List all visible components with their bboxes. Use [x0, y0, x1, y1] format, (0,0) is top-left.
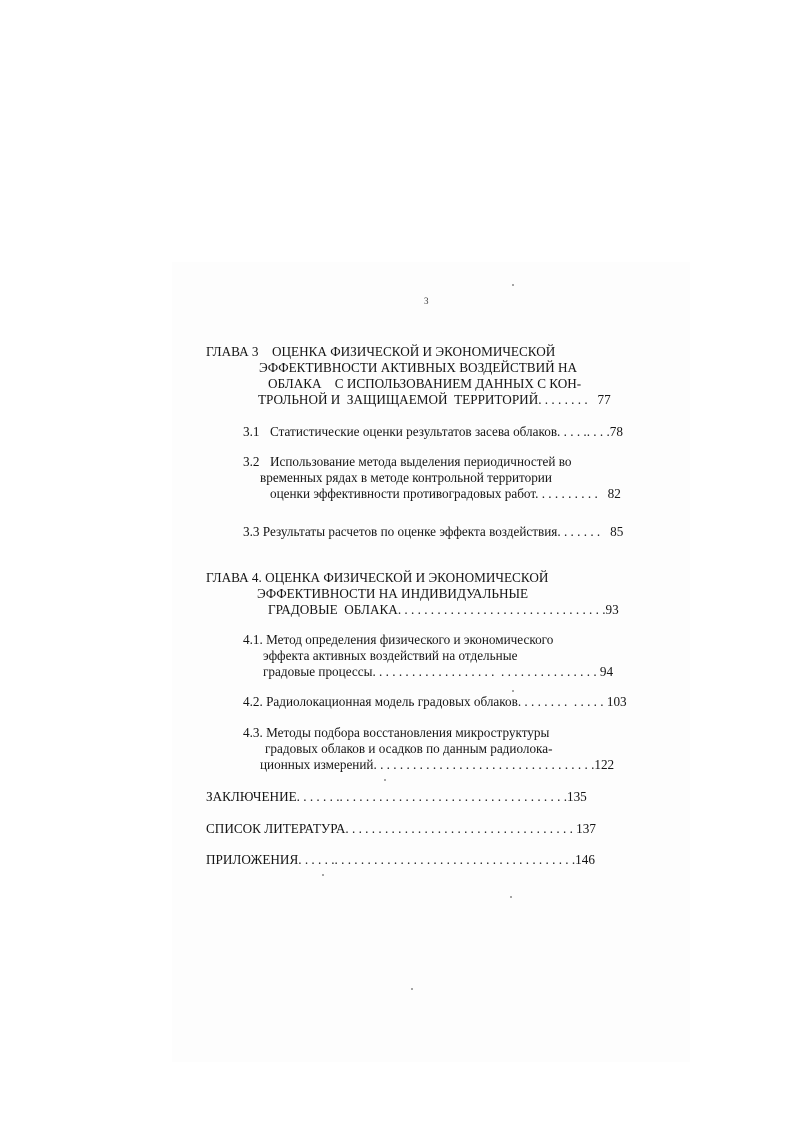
toc-chapter4-line3: ГРАДОВЫЕ ОБЛАКА. . . . . . . . . . . . . . . . . . . . . . . . . . . . . . . .93	[268, 602, 619, 617]
toc-section-4-3-line3: ционных измерений. . . . . . . . . . . . . . . . . . . . . . . . . . . . . . . . . .122	[260, 757, 615, 772]
scan-speck	[512, 690, 514, 692]
toc-section-4-3-line2: градовых облаков и осадков по данным радиолока-	[265, 741, 553, 756]
toc-section-3-2-line2: временных рядах в методе контрольной территории	[260, 470, 552, 485]
toc-conclusion: ЗАКЛЮЧЕНИЕ. . . . . . .. . . . . . . . . . . . . . . . . . . . . . . . . . . . . . . . . . .135	[206, 789, 587, 804]
page-number: 3	[424, 296, 429, 306]
toc-section-3-3: 3.3 Результаты расчетов по оценке эффекта воздействия. . . . . . . 85	[243, 524, 624, 539]
scan-speck	[512, 284, 514, 286]
toc-section-3-2-line1: Использование метода выделения периодичностей во	[270, 454, 572, 469]
scan-speck	[384, 779, 386, 781]
toc-section-4-1-line3: градовые процессы. . . . . . . . . . . . . . . . . . . . . . . . . . . . . . . . . . 94	[263, 664, 614, 679]
toc-chapter4-line2: ЭФФЕКТИВНОСТИ НА ИНДИВИДУАЛЬНЫЕ	[257, 586, 529, 601]
toc-chapter3-title-line2: ЭФФЕКТИВНОСТИ АКТИВНЫХ ВОЗДЕЙСТВИЙ НА	[259, 360, 577, 375]
toc-section-3-1-number: 3.1	[243, 424, 260, 439]
toc-section-4-3-line1: 4.3. Методы подбора восстановления микроструктуры	[243, 725, 550, 740]
toc-section-4-1-line1: 4.1. Метод определения физического и экономического	[243, 632, 554, 647]
toc-chapter3-title-line1: ОЦЕНКА ФИЗИЧЕСКОЙ И ЭКОНОМИЧЕСКОЙ	[272, 344, 556, 359]
scan-speck	[411, 988, 413, 990]
toc-section-3-2-line3: оценки эффективности противоградовых работ. . . . . . . . . . 82	[270, 486, 621, 501]
toc-chapter4-line1: ГЛАВА 4. ОЦЕНКА ФИЗИЧЕСКОЙ И ЭКОНОМИЧЕСКОЙ	[206, 570, 549, 585]
scan-speck	[510, 896, 512, 898]
toc-appendices: ПРИЛОЖЕНИЯ. . . . . .. . . . . . . . . . . . . . . . . . . . . . . . . . . . . . . . . . . . .146	[206, 852, 595, 867]
toc-chapter3-title-line4: ТРОЛЬНОЙ И ЗАЩИЩАЕМОЙ ТЕРРИТОРИЙ. . . . . . . . 77	[258, 392, 611, 407]
toc-references: СПИСОК ЛИТЕРАТУРА. . . . . . . . . . . . . . . . . . . . . . . . . . . . . . . . . . . 137	[206, 821, 596, 836]
toc-chapter3-prefix: ГЛАВА 3	[206, 344, 259, 359]
toc-section-3-1-text: Статистические оценки результатов засева облаков. . . . .. . . .78	[270, 424, 623, 439]
toc-section-4-2: 4.2. Радиолокационная модель градовых облаков. . . . . . . . . . . . . 103	[243, 694, 627, 709]
scan-speck	[322, 874, 324, 876]
toc-section-4-1-line2: эффекта активных воздействий на отдельные	[263, 648, 518, 663]
toc-section-3-2-number: 3.2	[243, 454, 260, 469]
toc-chapter3-title-line3: ОБЛАКА С ИСПОЛЬЗОВАНИЕМ ДАННЫХ С КОН-	[268, 376, 582, 391]
